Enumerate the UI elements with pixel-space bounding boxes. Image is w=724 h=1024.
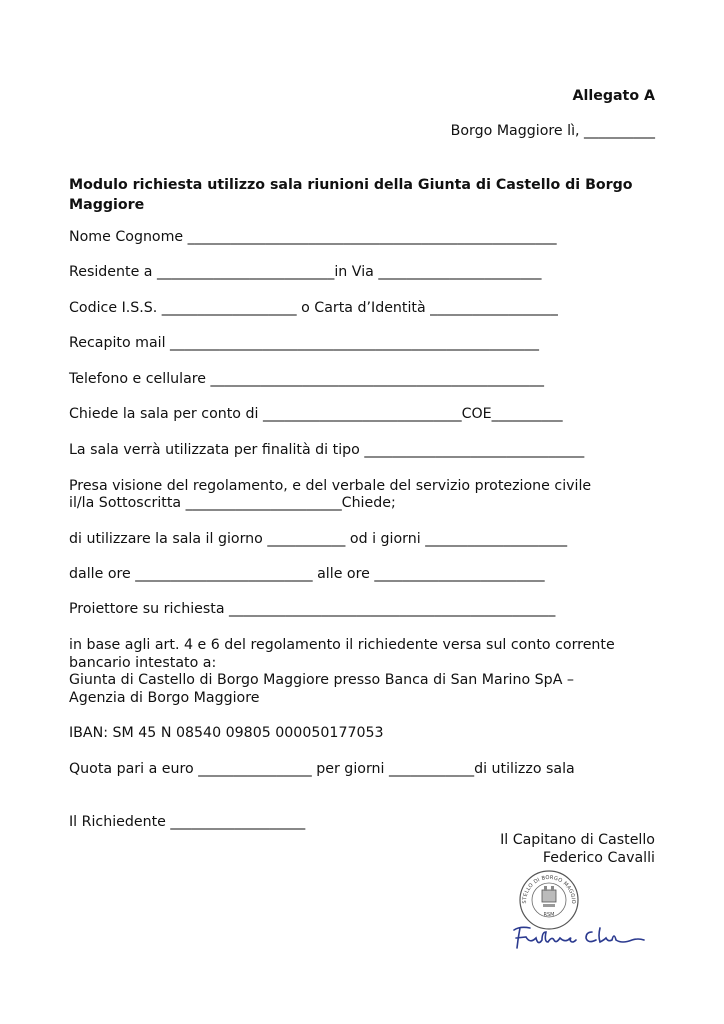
- iban-line: IBAN: SM 45 N 08540 09805 000050177053: [69, 725, 384, 741]
- svg-text:RSM: RSM: [543, 912, 555, 918]
- payment-line3: Giunta di Castello di Borgo Maggiore presso Banca di San Marino SpA –: [69, 672, 574, 688]
- form-title: Modulo richiesta utilizzo sala riunioni della Giunta di Castello di Borgo Maggiore: [69, 177, 633, 213]
- payment-line1: in base agli art. 4 e 6 del regolamento il richiedente versa sul conto corrente: [69, 637, 615, 653]
- field-giorni: di utilizzare la sala il giorno ___________ od i giorni ____________________: [69, 531, 568, 547]
- allegato-label: Allegato A: [572, 88, 655, 104]
- field-recapito-mail: Recapito mail ____________________________________________________: [69, 335, 539, 351]
- field-nome-cognome: Nome Cognome ____________________________________________________: [69, 229, 557, 245]
- presa-visione-line2: il/la Sottoscritta ______________________Chiede;: [69, 495, 396, 511]
- field-orari: dalle ore _________________________ alle ore ________________________: [69, 566, 545, 582]
- field-proiettore: Proiettore su richiesta ______________________________________________: [69, 601, 556, 617]
- field-finalita: La sala verrà utilizzata per finalità di tipo _______________________________: [69, 442, 585, 458]
- payment-line2: bancario intestato a:: [69, 655, 217, 671]
- field-codice-iss: Codice I.S.S. ___________________ o Carta d’Identità __________________: [69, 300, 558, 316]
- place-date-line: Borgo Maggiore lì, __________: [450, 123, 655, 139]
- quota-line: Quota pari a euro ________________ per giorni ____________di utilizzo sala: [69, 761, 575, 777]
- field-per-conto-di: Chiede la sala per conto di ____________________________COE__________: [69, 406, 563, 422]
- presa-visione-line1: Presa visione del regolamento, e del verbale del servizio protezione civile: [69, 478, 592, 494]
- handwritten-signature: [508, 918, 648, 954]
- svg-text:CASTELLO DI BORGO MAGGIORE: STELLO DI BORGO MAGGIO: [521, 874, 577, 904]
- field-telefono: Telefono e cellulare _______________________________________________: [69, 371, 544, 387]
- capitano-name: Federico Cavalli: [542, 850, 655, 866]
- payment-line4: Agenzia di Borgo Maggiore: [69, 690, 260, 706]
- field-residenza: Residente a _________________________in Via _______________________: [69, 264, 542, 280]
- capitano-role: Il Capitano di Castello: [500, 832, 655, 848]
- richiedente-signature-line: Il Richiedente ___________________: [69, 814, 306, 830]
